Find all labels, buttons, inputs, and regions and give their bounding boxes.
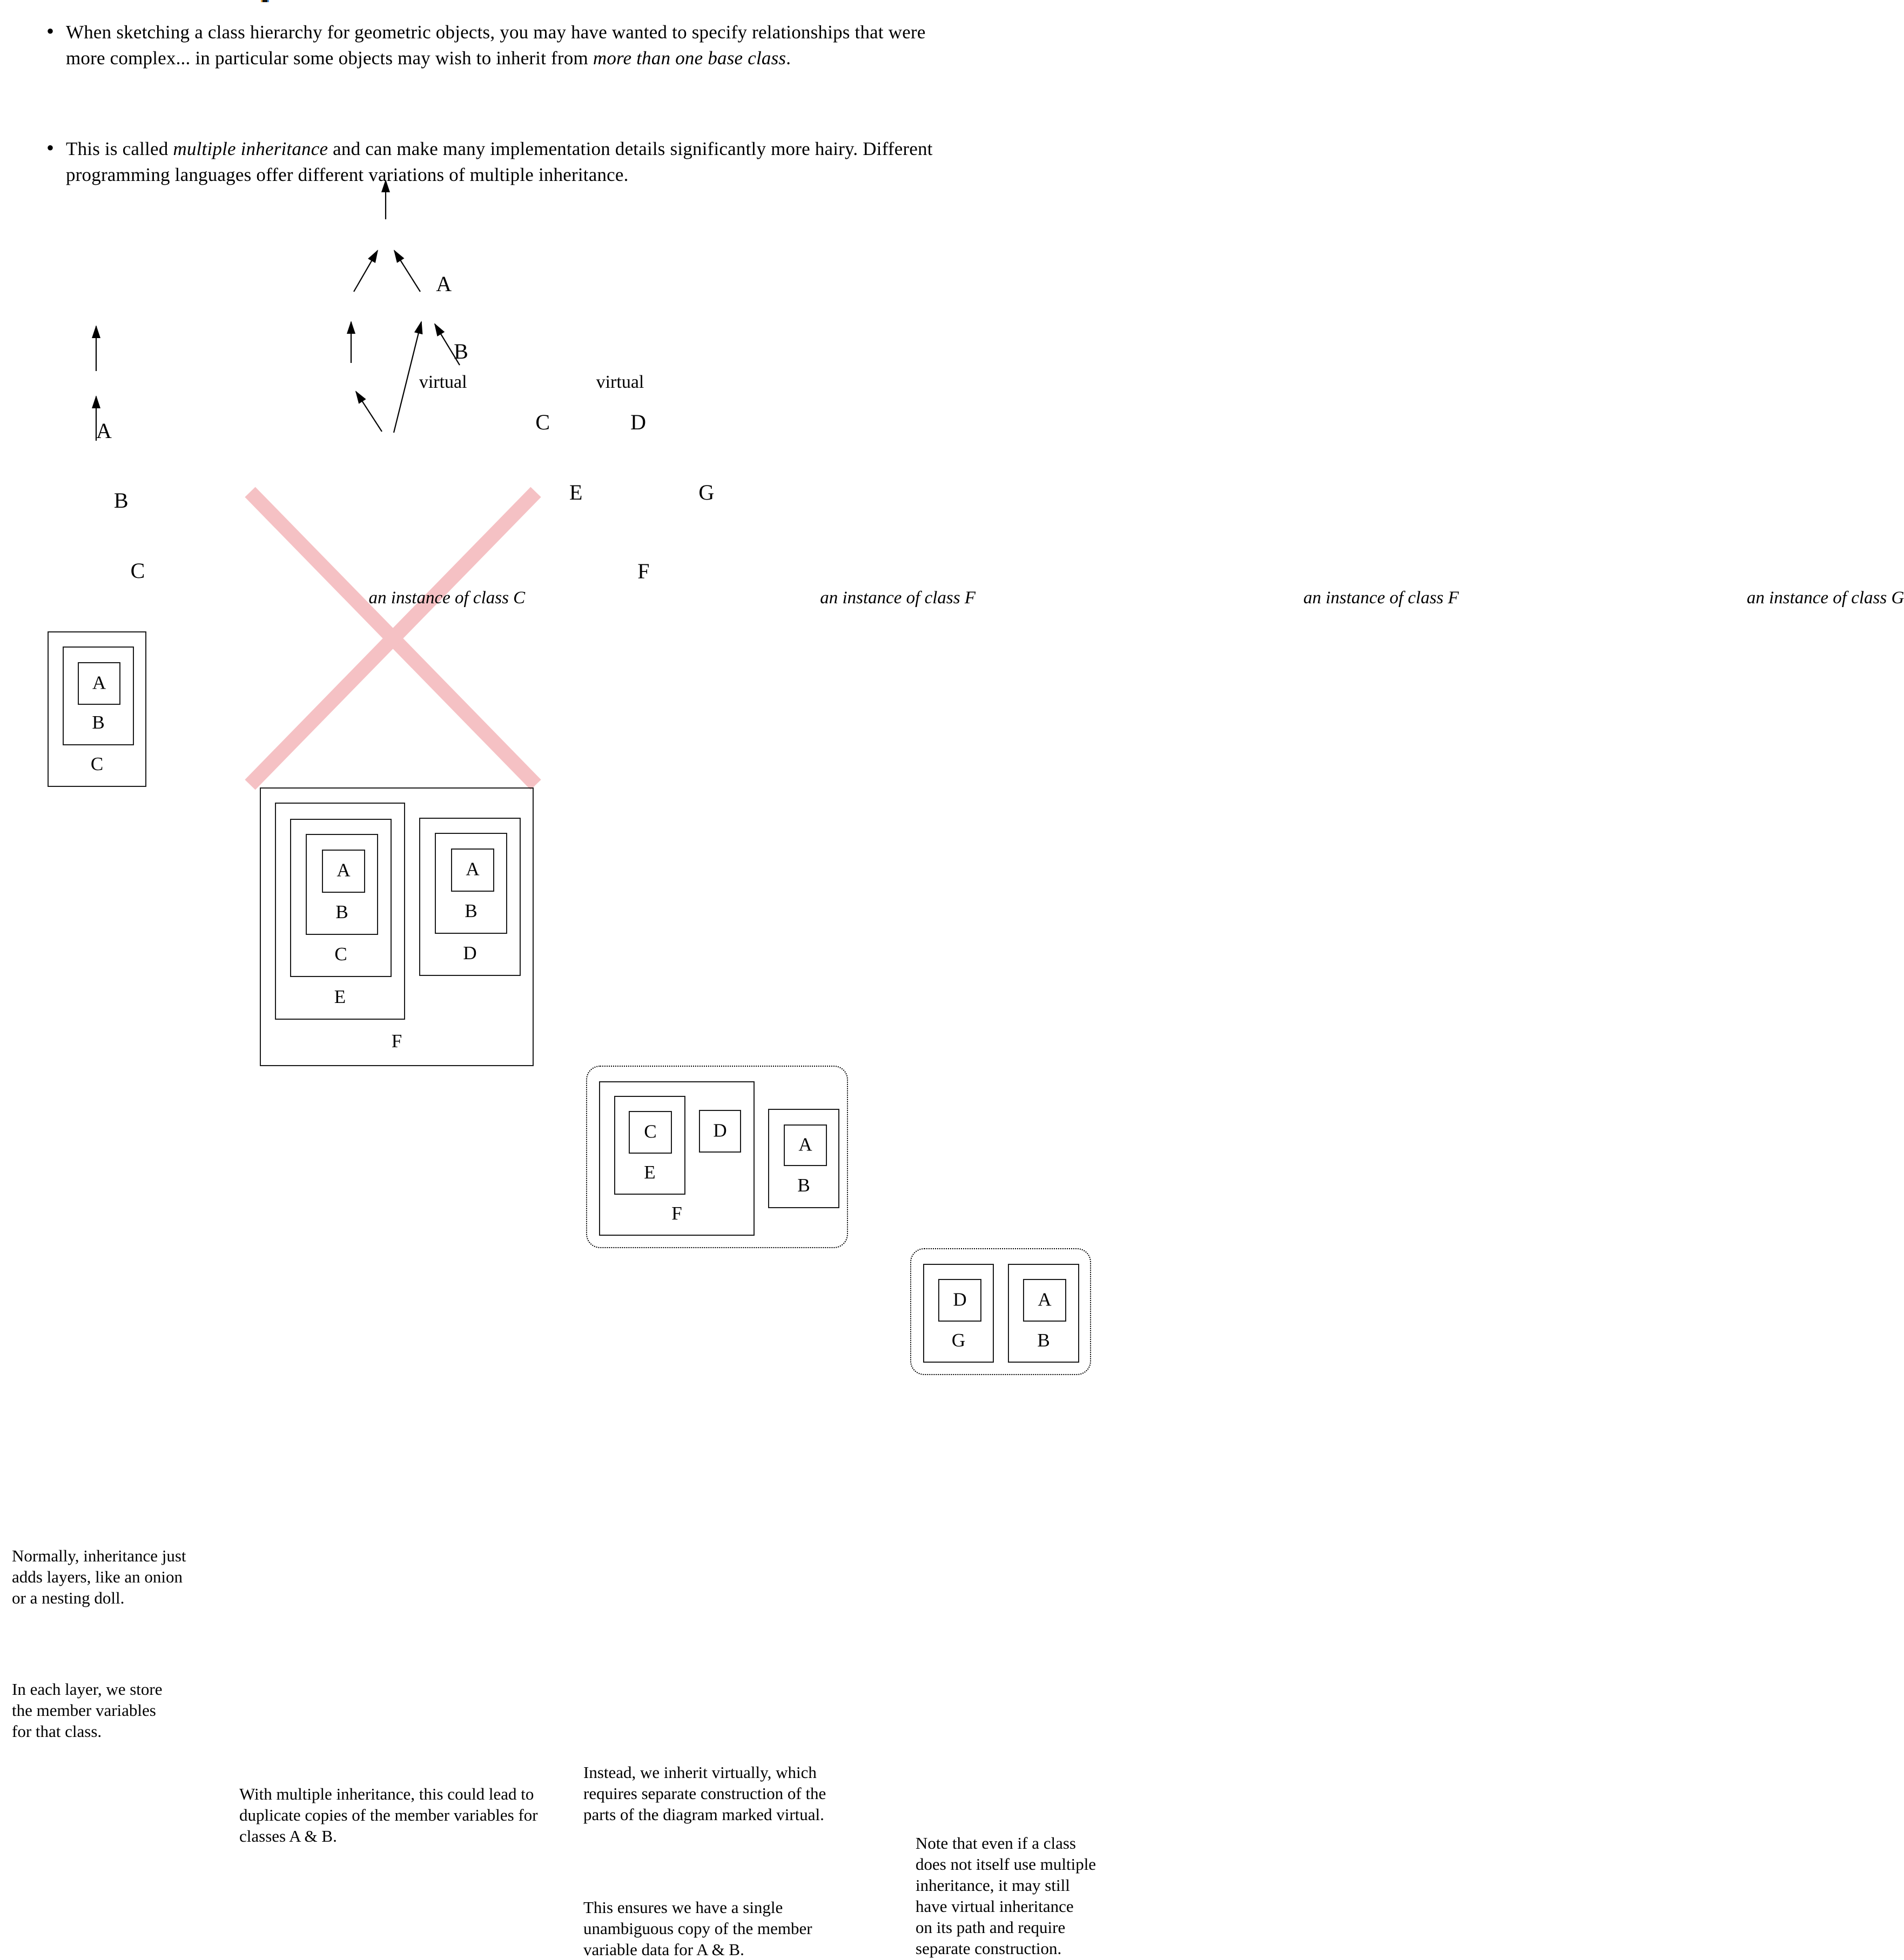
label-f: F <box>391 1030 402 1052</box>
arrow-c-to-b-virtual <box>354 251 378 292</box>
instance-fbad-box-e <box>275 803 405 1020</box>
node-c-small: C <box>130 558 145 583</box>
instance-g-box-a <box>1023 1279 1066 1322</box>
instance-g-box-d <box>938 1279 981 1322</box>
node-a-small: A <box>96 419 112 443</box>
label-d: D <box>953 1288 967 1310</box>
label-g: G <box>951 1330 966 1351</box>
bullet-1-line-2: more complex... in particular some objects may wish to inherit from <box>66 48 593 69</box>
instance-fbad-box-b-right <box>435 833 507 934</box>
label-a: A <box>1038 1288 1052 1310</box>
node-f: F <box>637 559 650 583</box>
caption-instance-g: an instance of class G <box>1746 588 1904 608</box>
node-b: B <box>454 339 468 363</box>
instance-g-box-g <box>923 1264 994 1363</box>
note-g-virtual-path: Note that even if a class does not itself use multiple inheritance, it may still have virtual inheritance on its path and require separate construction. <box>916 1834 1096 1958</box>
label-c: C <box>90 753 104 774</box>
virtual-label-right: virtual <box>596 372 644 392</box>
label-e: E <box>644 1162 656 1183</box>
label-b: B <box>335 901 348 922</box>
node-g: G <box>698 480 715 504</box>
label-b: B <box>1037 1330 1050 1351</box>
instance-c-box-c <box>48 631 146 787</box>
label-b: B <box>92 712 105 733</box>
instance-g-box-b <box>1008 1264 1079 1363</box>
bullet-1-text <box>66 19 1108 71</box>
caption-instance-f-good: an instance of class F <box>1303 588 1459 608</box>
label-f: F <box>671 1203 682 1224</box>
bullet-1-line-1: When sketching a class hierarchy for geometric objects, you may have wanted to specify relationships that were <box>66 22 926 43</box>
arrow-d-to-b-virtual <box>394 251 420 292</box>
arrow-f-to-d <box>394 322 421 433</box>
instance-fgood-box-a <box>784 1124 827 1166</box>
connector-overlay <box>0 0 1133 844</box>
instance-fgood-box-f <box>599 1081 755 1236</box>
instance-fbad-box-a-left <box>322 850 365 893</box>
instance-fbad-box-d <box>419 818 521 976</box>
bullet-item-1 <box>46 19 1108 71</box>
label-c: C <box>334 944 347 965</box>
bullet-2-line-1: This is called <box>66 138 173 159</box>
instance-c-box-b <box>63 646 134 745</box>
label-c: C <box>644 1120 657 1142</box>
bullet-icon: • <box>46 136 55 160</box>
label-a: A <box>92 671 106 693</box>
instance-fbad-box-c <box>290 819 392 977</box>
instance-fgood-box-c <box>629 1111 672 1154</box>
instance-fbad-box-a-right <box>451 848 494 892</box>
instance-c-box-a <box>78 662 120 705</box>
bullet-icon: • <box>46 19 55 43</box>
instance-fgood-virtual-region <box>586 1066 848 1248</box>
instance-g-virtual-region <box>910 1248 1091 1375</box>
instance-fgood-box-d <box>699 1110 741 1153</box>
label-a: A <box>798 1133 812 1155</box>
caption-instance-f-bad: an instance of class F <box>820 588 975 608</box>
label-a: A <box>337 859 351 881</box>
bullet-1-period: . <box>786 48 791 69</box>
bullet-2-line-1-rest: and can make many implementation details significantly more hairy. Different <box>328 138 933 159</box>
node-a: A <box>436 272 452 296</box>
node-e: E <box>569 480 583 504</box>
label-d: D <box>463 942 477 964</box>
instance-fgood-box-e <box>614 1096 685 1195</box>
note-layers: In each layer, we store the member variables for that class. <box>12 1680 163 1741</box>
bullet-2-line-2: programming languages offer different variations of multiple inheritance. <box>66 164 629 185</box>
bullet-1-emphasis: more than one base class <box>593 48 786 69</box>
bullet-2-emphasis: multiple inheritance <box>173 138 328 159</box>
bullet-item-2 <box>46 136 1108 188</box>
node-d: D <box>630 410 646 434</box>
note-onion: Normally, inheritance just adds layers, like an onion or a nesting doll. <box>12 1546 186 1607</box>
label-e: E <box>334 986 346 1007</box>
instance-fgood-box-b <box>768 1109 839 1208</box>
note-duplicate-copies: With multiple inheritance, this could lead to duplicate copies of the member variables for classes A & B. <box>239 1784 538 1846</box>
caption-instance-c: an instance of class C <box>368 588 526 608</box>
note-virtual-construction: Instead, we inherit virtually, which requires separate construction of the parts of the diagram marked virtual. <box>583 1763 826 1824</box>
node-b-small: B <box>113 488 129 513</box>
virtual-label-left: virtual <box>419 372 467 392</box>
label-b: B <box>465 900 477 921</box>
label-d: D <box>713 1119 727 1141</box>
bullet-2-text <box>66 136 1108 188</box>
arrow-f-to-e <box>356 392 382 432</box>
label-b: B <box>797 1175 810 1196</box>
note-single-copy: This ensures we have a single unambiguous copy of the member variable data for A & B. <box>583 1898 812 1959</box>
instance-fbad-box-b-left <box>306 834 378 935</box>
instance-fbad-box-f <box>260 787 534 1066</box>
label-a: A <box>466 858 480 880</box>
node-c: C <box>535 410 550 434</box>
